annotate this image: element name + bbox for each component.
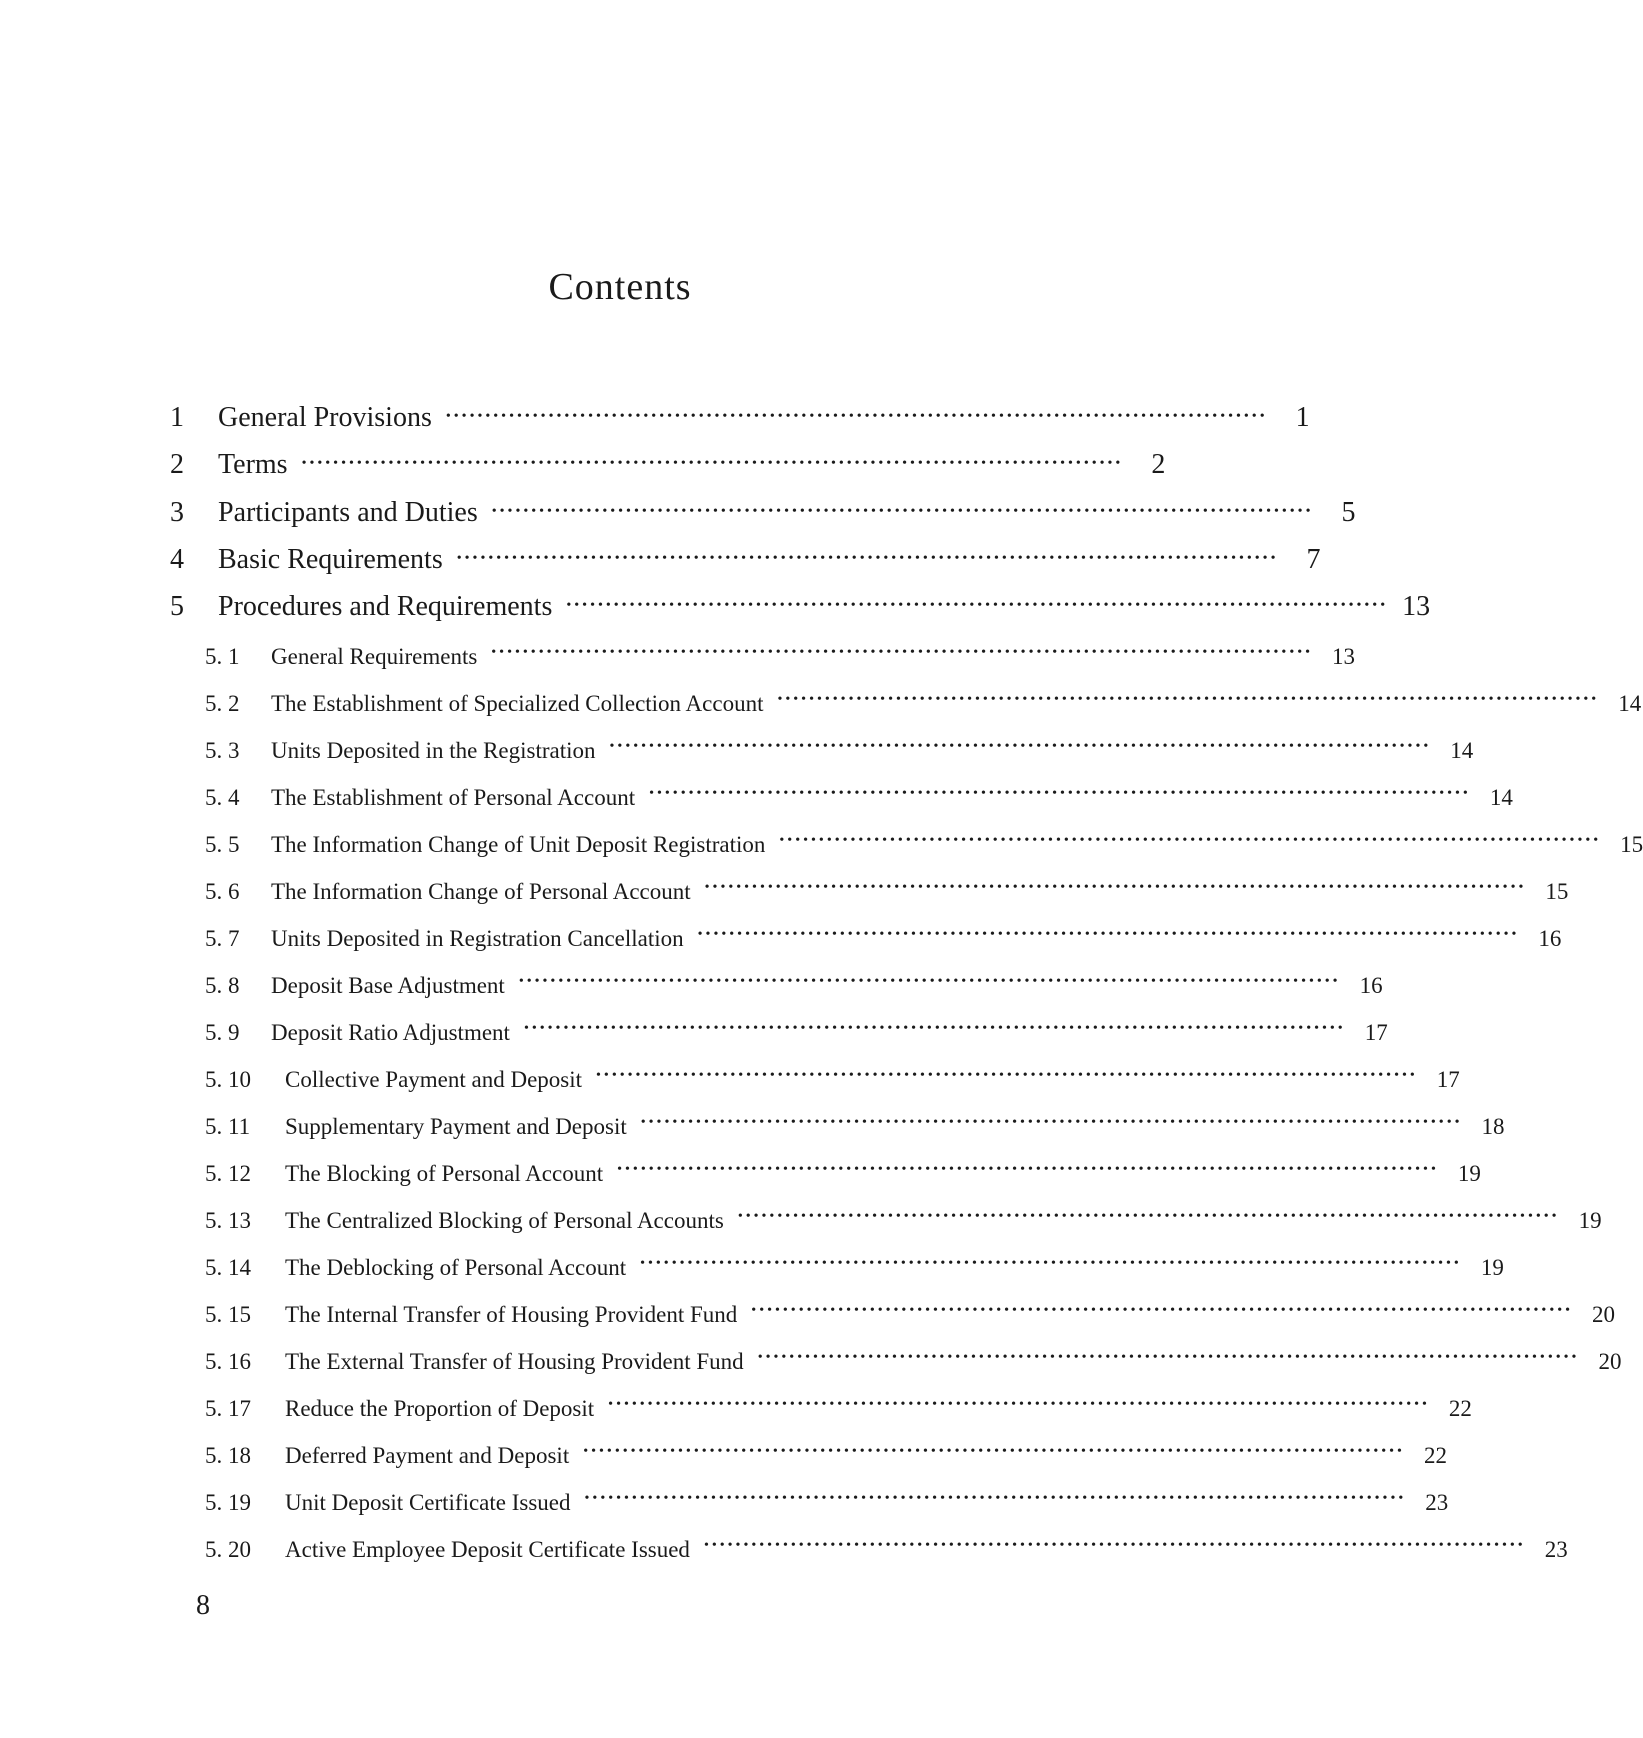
page-title: Contents bbox=[548, 266, 692, 308]
toc-entry[interactable] bbox=[205, 634, 1356, 670]
dot-leader: •••••••••••••••••••••••••••••••••••••••••••••••••••••••••••••••••••••••••••••••••••••••••••••••••••••••• bbox=[584, 1491, 1407, 1506]
dot-leader: •••••••••••••••••••••••••••••••••••••••••••••••••••••••••••••••••••••••••••••••••••••••••••••••••••••••• bbox=[779, 833, 1602, 848]
toc-entry[interactable] bbox=[205, 916, 1562, 952]
toc-entry-page: 23 bbox=[1544, 1537, 1568, 1562]
toc-entry-number: 5 bbox=[170, 591, 184, 622]
toc-entry-number: 1 bbox=[170, 402, 184, 433]
toc-entry-label: General Requirements bbox=[271, 644, 478, 669]
dot-leader: •••••••••••••••••••••••••••••••••••••••••••••••••••••••••••••••••••••••••••••••••••••••••••••••••••••••• bbox=[456, 551, 1279, 566]
dot-leader: •••••••••••••••••••••••••••••••••••••••••••••••••••••••••••••••••••••••••••••••••••••••••••••••••••••••• bbox=[491, 645, 1314, 660]
toc-entry[interactable] bbox=[205, 1433, 1447, 1469]
toc-entry[interactable] bbox=[205, 1010, 1388, 1046]
toc-entry[interactable] bbox=[205, 1057, 1460, 1093]
toc-entry-page: 16 bbox=[1538, 926, 1562, 951]
toc-entry-number: 5. 10 bbox=[205, 1067, 251, 1092]
toc-entry-label: The Information Change of Unit Deposit Registration bbox=[271, 832, 766, 857]
toc-entry[interactable] bbox=[205, 1386, 1472, 1422]
toc-entry-label: The Internal Transfer of Housing Provident Fund bbox=[285, 1302, 738, 1327]
toc-entry-label: Units Deposited in the Registration bbox=[271, 738, 596, 763]
toc-entry-page: 19 bbox=[1578, 1208, 1602, 1233]
toc-entry-number: 5. 1 bbox=[205, 644, 240, 669]
toc-entry[interactable] bbox=[205, 963, 1383, 999]
toc-entry[interactable] bbox=[205, 869, 1569, 905]
dot-leader: •••••••••••••••••••••••••••••••••••••••••••••••••••••••••••••••••••••••••••••••••••••••••••••••••••••••• bbox=[445, 409, 1268, 424]
toc-entry-page: 13 bbox=[1332, 644, 1356, 669]
toc-entry[interactable] bbox=[205, 1151, 1481, 1187]
dot-leader: •••••••••••••••••••••••••••••••••••••••••••••••••••••••••••••••••••••••••••••••••••••••••••••••••••••••• bbox=[703, 1538, 1526, 1553]
toc-entry-number: 5. 18 bbox=[205, 1443, 251, 1468]
toc-entry-number: 5. 7 bbox=[205, 926, 240, 951]
toc-entry-label: The Establishment of Personal Account bbox=[271, 785, 636, 810]
dot-leader: •••••••••••••••••••••••••••••••••••••••••••••••••••••••••••••••••••••••••••••••••••••••••••••••••••••••• bbox=[491, 504, 1314, 519]
toc-entry-page: 14 bbox=[1489, 785, 1513, 810]
toc-entry-page: 22 bbox=[1423, 1443, 1447, 1468]
toc-entry-number: 5. 4 bbox=[205, 785, 240, 810]
toc-entry-page: 17 bbox=[1364, 1020, 1388, 1045]
dot-leader: •••••••••••••••••••••••••••••••••••••••••••••••••••••••••••••••••••••••••••••••••••••••••••••••••••••••• bbox=[301, 456, 1124, 471]
toc-entry-number: 3 bbox=[170, 497, 184, 528]
dot-leader: •••••••••••••••••••••••••••••••••••••••••••••••••••••••••••••••••••••••••••••••••••••••••••••••••••••••• bbox=[640, 1115, 1463, 1130]
toc-entry[interactable] bbox=[205, 681, 1642, 717]
toc-entry-label: Participants and Duties bbox=[218, 497, 478, 528]
toc-entry-page: 5 bbox=[1341, 497, 1356, 528]
toc-entry-label: The Blocking of Personal Account bbox=[285, 1161, 604, 1186]
toc-entry-page: 18 bbox=[1481, 1114, 1505, 1139]
toc-entry-page: 19 bbox=[1480, 1255, 1504, 1280]
toc-entry-label: The Establishment of Specialized Collection Account bbox=[271, 691, 764, 716]
toc-entry-label: The Deblocking of Personal Account bbox=[285, 1255, 627, 1280]
dot-leader: •••••••••••••••••••••••••••••••••••••••••••••••••••••••••••••••••••••••••••••••••••••••••••••••••••••••• bbox=[566, 598, 1389, 613]
toc-entry-page: 14 bbox=[1618, 691, 1642, 716]
dot-leader: •••••••••••••••••••••••••••••••••••••••••••••••••••••••••••••••••••••••••••••••••••••••••••••••••••••••• bbox=[518, 974, 1341, 989]
toc-entry-number: 5. 11 bbox=[205, 1114, 251, 1139]
dot-leader: •••••••••••••••••••••••••••••••••••••••••••••••••••••••••••••••••••••••••••••••••••••••••••••••••••••••• bbox=[596, 1068, 1418, 1083]
toc-entry-page: 14 bbox=[1450, 738, 1474, 763]
toc-entry-label: Deposit Base Adjustment bbox=[271, 973, 505, 998]
toc-entry-number: 2 bbox=[170, 449, 184, 480]
toc-entry[interactable] bbox=[205, 1480, 1449, 1516]
dot-leader: •••••••••••••••••••••••••••••••••••••••••••••••••••••••••••••••••••••••••••••••••••••••••••••••••••••••• bbox=[737, 1209, 1560, 1224]
toc-entry-number: 5. 9 bbox=[205, 1020, 240, 1045]
toc-entry-label: Procedures and Requirements bbox=[218, 591, 553, 622]
toc-entry-page: 16 bbox=[1359, 973, 1383, 998]
toc-entry-page: 20 bbox=[1592, 1302, 1616, 1327]
toc-entry[interactable] bbox=[170, 587, 1431, 623]
toc-entry-label: Basic Requirements bbox=[218, 544, 443, 575]
toc-entry-number: 5. 6 bbox=[205, 879, 240, 904]
toc-entry-page: 15 bbox=[1545, 879, 1569, 904]
toc-entry[interactable] bbox=[170, 540, 1321, 576]
toc-entry-number: 5. 13 bbox=[205, 1208, 251, 1233]
toc-entry-label: The Information Change of Personal Account bbox=[271, 879, 691, 904]
toc-entry-page: 23 bbox=[1425, 1490, 1449, 1515]
toc-entry-page: 7 bbox=[1306, 544, 1321, 575]
dot-leader: •••••••••••••••••••••••••••••••••••••••••••••••••••••••••••••••••••••••••••••••••••••••••••••••••••••••• bbox=[757, 1350, 1580, 1365]
toc-entry-number: 5. 12 bbox=[205, 1161, 251, 1186]
toc-entry-label: The Centralized Blocking of Personal Accounts bbox=[285, 1208, 724, 1233]
toc-entry[interactable] bbox=[170, 493, 1356, 529]
toc-entry[interactable] bbox=[205, 1104, 1505, 1140]
toc-entry-label: Units Deposited in Registration Cancellation bbox=[271, 926, 684, 951]
toc-entry-page: 1 bbox=[1295, 402, 1310, 433]
page-number: 8 bbox=[196, 1590, 210, 1621]
toc-entry-label: Reduce the Proportion of Deposit bbox=[285, 1396, 595, 1421]
toc-entry-number: 5. 15 bbox=[205, 1302, 251, 1327]
toc-entry[interactable] bbox=[205, 1339, 1622, 1375]
dot-leader: •••••••••••••••••••••••••••••••••••••••••••••••••••••••••••••••••••••••••••••••••••••••••••••••••••••••• bbox=[777, 692, 1600, 707]
toc-entry-label: Collective Payment and Deposit bbox=[285, 1067, 583, 1092]
toc-entry-label: General Provisions bbox=[218, 402, 432, 433]
dot-leader: •••••••••••••••••••••••••••••••••••••••••••••••••••••••••••••••••••••••••••••••••••••••••••••••••••••••• bbox=[608, 1397, 1430, 1412]
toc-entry-number: 5. 20 bbox=[205, 1537, 251, 1562]
toc-entry-number: 5. 16 bbox=[205, 1349, 251, 1374]
toc-entry-number: 5. 14 bbox=[205, 1255, 251, 1280]
toc-entry[interactable] bbox=[170, 398, 1310, 434]
toc-entry-page: 19 bbox=[1457, 1161, 1481, 1186]
toc-entry-page: 2 bbox=[1151, 449, 1166, 480]
dot-leader: •••••••••••••••••••••••••••••••••••••••••••••••••••••••••••••••••••••••••••••••••••••••••••••••••••••••• bbox=[697, 927, 1520, 942]
dot-leader: •••••••••••••••••••••••••••••••••••••••••••••••••••••••••••••••••••••••••••••••••••••••••••••••••••••••• bbox=[649, 786, 1471, 801]
dot-leader: •••••••••••••••••••••••••••••••••••••••••••••••••••••••••••••••••••••••••••••••••••••••••••••••••••••••• bbox=[583, 1444, 1405, 1459]
toc-entry-number: 5. 8 bbox=[205, 973, 240, 998]
toc-entry[interactable] bbox=[205, 1292, 1616, 1328]
toc-entry-page: 17 bbox=[1436, 1067, 1460, 1092]
toc-entry[interactable] bbox=[170, 445, 1166, 481]
toc-entry-page: 22 bbox=[1448, 1396, 1472, 1421]
dot-leader: •••••••••••••••••••••••••••••••••••••••••••••••••••••••••••••••••••••••••••••••••••••••••••••••••••••••• bbox=[704, 880, 1527, 895]
toc-entry-label: Unit Deposit Certificate Issued bbox=[285, 1490, 571, 1515]
toc-entry[interactable] bbox=[205, 1527, 1568, 1563]
toc-entry[interactable] bbox=[205, 728, 1474, 764]
toc-entry-label: Deferred Payment and Deposit bbox=[285, 1443, 570, 1468]
toc-entry-page: 20 bbox=[1598, 1349, 1622, 1374]
toc-entry-number: 5. 19 bbox=[205, 1490, 251, 1515]
dot-leader: •••••••••••••••••••••••••••••••••••••••••••••••••••••••••••••••••••••••••••••••••••••••••••••••••••••••• bbox=[609, 739, 1432, 754]
toc-entry-number: 5. 17 bbox=[205, 1396, 251, 1421]
dot-leader: •••••••••••••••••••••••••••••••••••••••••••••••••••••••••••••••••••••••••••••••••••••••••••••••••••••••• bbox=[640, 1256, 1462, 1271]
toc-entry-label: The External Transfer of Housing Provident Fund bbox=[285, 1349, 744, 1374]
toc-entry-number: 5. 5 bbox=[205, 832, 240, 857]
toc-entry-number: 5. 3 bbox=[205, 738, 240, 763]
dot-leader: •••••••••••••••••••••••••••••••••••••••••••••••••••••••••••••••••••••••••••••••••••••••••••••••••••••••• bbox=[751, 1303, 1574, 1318]
toc-entry[interactable] bbox=[205, 822, 1643, 858]
toc-entry-label: Active Employee Deposit Certificate Issued bbox=[285, 1537, 690, 1562]
toc-entry[interactable] bbox=[205, 1245, 1504, 1281]
dot-leader: •••••••••••••••••••••••••••••••••••••••••••••••••••••••••••••••••••••••••••••••••••••••••••••••••••••••• bbox=[617, 1162, 1439, 1177]
toc-entry-page: 13 bbox=[1402, 591, 1431, 622]
toc-entry-label: Terms bbox=[218, 449, 288, 480]
toc-entry-label: Supplementary Payment and Deposit bbox=[285, 1114, 627, 1139]
toc-entry[interactable] bbox=[205, 775, 1513, 811]
toc-entry-page: 15 bbox=[1620, 832, 1643, 857]
dot-leader: •••••••••••••••••••••••••••••••••••••••••••••••••••••••••••••••••••••••••••••••••••••••••••••••••••••••• bbox=[523, 1021, 1346, 1036]
toc-entry-number: 4 bbox=[170, 544, 184, 575]
toc-entry-label: Deposit Ratio Adjustment bbox=[271, 1020, 510, 1045]
toc-entry-number: 5. 2 bbox=[205, 691, 240, 716]
toc-entry[interactable] bbox=[205, 1198, 1602, 1234]
